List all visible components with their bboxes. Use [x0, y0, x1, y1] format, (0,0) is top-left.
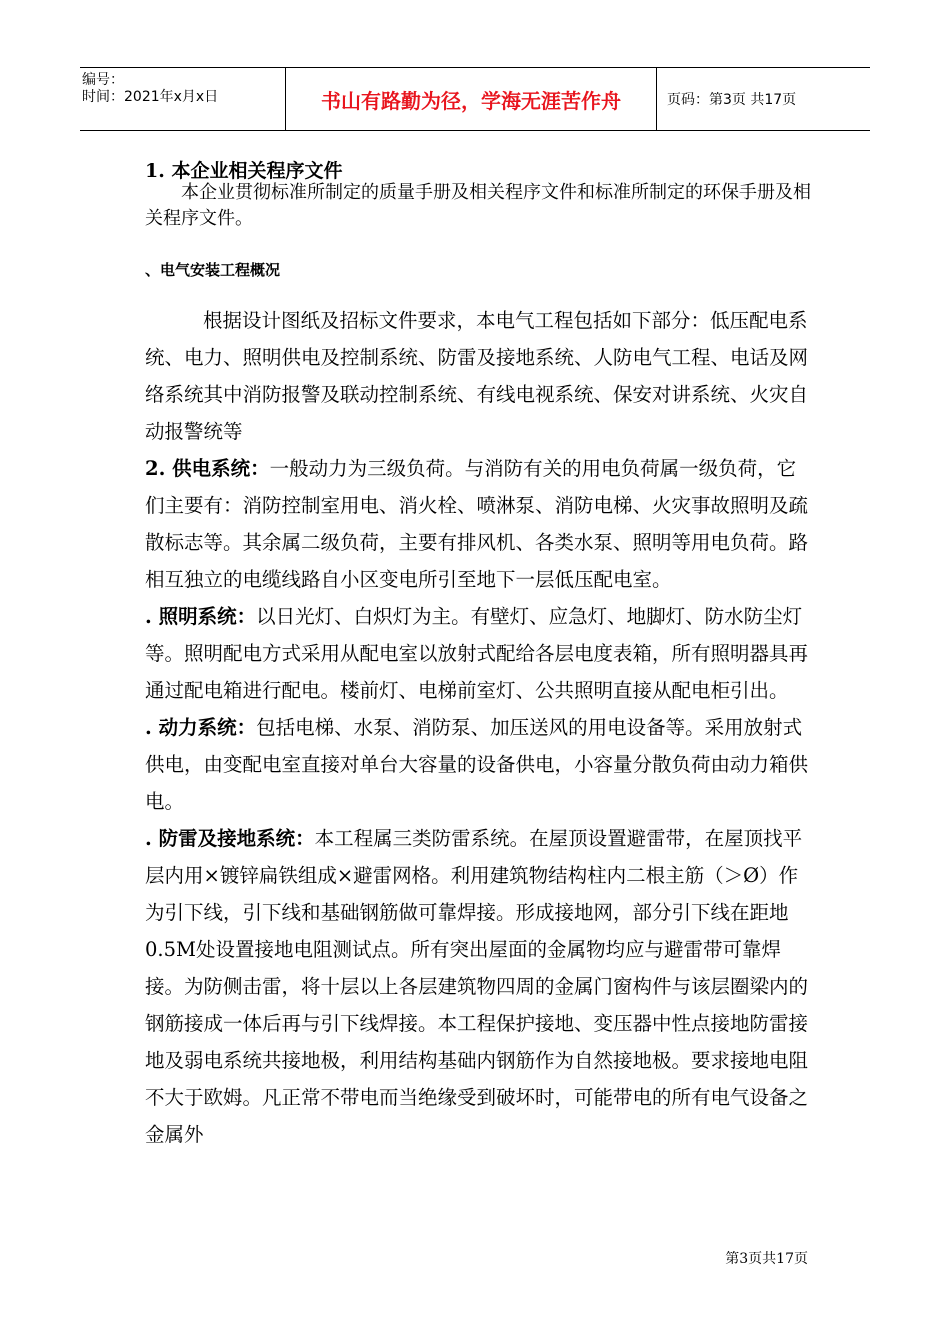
lighting-label: . 照明系统： [145, 605, 257, 628]
header-slogan: 书山有路勤为径，学海无涯苦作舟 [286, 68, 657, 130]
code-label: 编号： [82, 72, 124, 88]
section-1-title: 1. 本企业相关程序文件 [145, 160, 343, 182]
header-page-info: 页码：第3页 共17页 [667, 92, 797, 108]
power-system-text: 包括电梯、水泵、消防泵、加压送风的用电设备等。采用放射式供电，由变配电室直接对单台大容量的设备供电，小容量分散负荷由动力箱供电。 [145, 716, 809, 813]
lighting-paragraph [145, 598, 815, 709]
section-2-body [145, 302, 815, 1153]
overview-paragraph: 根据设计图纸及招标文件要求，本电气工程包括如下部分：低压配电系统、电力、照明供电及控制系统、防雷及接地系统、人防电气工程、电话及网络系统其中消防报警及联动控制系统、有线电视系统、保安对讲系统、火灾自动报警统等 [145, 309, 809, 443]
power-system-paragraph [145, 709, 815, 820]
time-label: 时间：2021年x月x日 [82, 89, 219, 105]
lightning-grounding-label: . 防雷及接地系统： [145, 827, 315, 850]
section-2-title: 、电气安装工程概况 [145, 261, 281, 279]
section-1-text: 本企业贯彻标准所制定的质量手册及相关程序文件和标准所制定的环保手册及相关程序文件。 [145, 182, 811, 229]
header-meta [80, 68, 286, 130]
power-supply-label: 2. 供电系统： [145, 457, 270, 480]
power-system-label: . 动力系统： [145, 716, 257, 739]
lightning-grounding-text: 本工程属三类防雷系统。在屋顶设置避雷带，在屋顶找平层内用×镀锌扁铁组成×避雷网格。利用建筑物结构柱内二根主筋（＞Ø）作为引下线，引下线和基础钢筋做可靠焊接。形成接地网，部分引下线在距地0.5M处设置接地电阻测试点。所有突出屋面的金属物均应与避雷带可靠焊接。为防侧击雷，将十层以上各层建筑物四周的金属门窗构件与该层圈梁内的钢筋接成一体后再与引下线焊接。本工程保护接地、变压器中性点接地防雷接地及弱电系统共接地极，利用结构基础内钢筋作为自然接地极。要求接地电阻不大于欧姆。凡正常不带电而当绝缘受到破坏时，可能带电的所有电气设备之金属外 [145, 827, 809, 1146]
power-supply-paragraph [145, 450, 815, 598]
page-footer: 第3页共17页 [725, 1251, 808, 1267]
power-supply-text: 一般动力为三级负荷。与消防有关的用电负荷属一级负荷，它们主要有：消防控制室用电、消火栓、喷淋泵、消防电梯、火灾事故照明及疏散标志等。其余属二级负荷，主要有排风机、各类水泵、照明等用电负荷。路相互独立的电缆线路自小区变电所引至地下一层低压配电室。 [145, 457, 809, 591]
page-header [80, 67, 870, 131]
lightning-grounding-paragraph [145, 820, 815, 1153]
lighting-text: 以日光灯、白炽灯为主。有壁灯、应急灯、地脚灯、防水防尘灯等。照明配电方式采用从配电室以放射式配给各层电度表箱，所有照明器具再通过配电箱进行配电。楼前灯、电梯前室灯、公共照明直接从配电柜引出。 [145, 605, 809, 702]
